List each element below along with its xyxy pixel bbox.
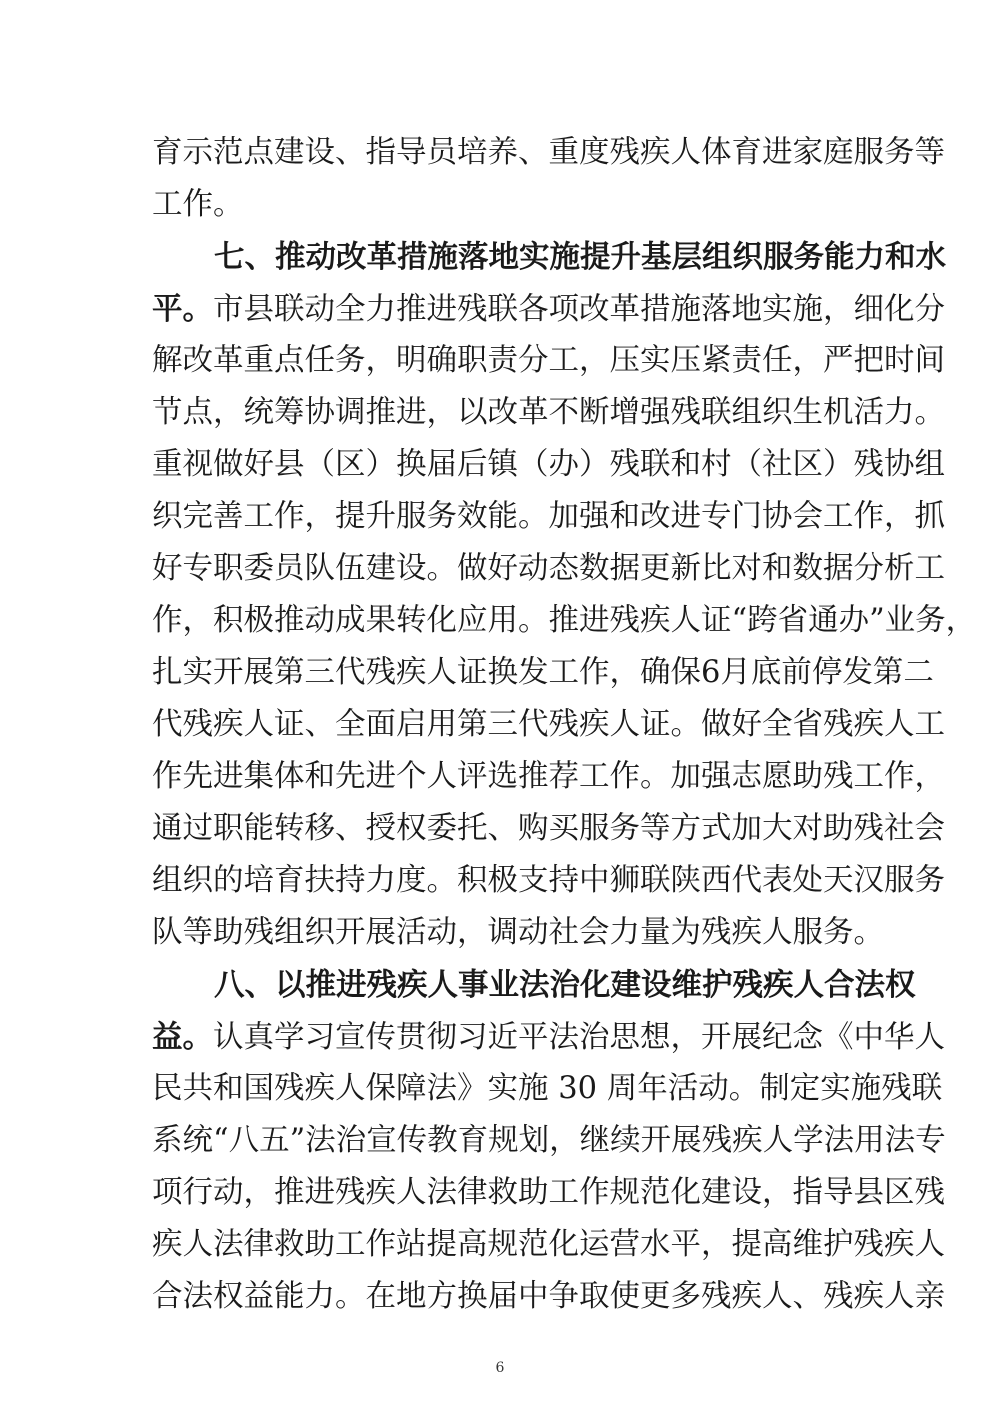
body-text-line: 解改革重点任务，明确职责分工，压实压紧责任，严把时间	[152, 343, 945, 378]
body-text-line: 代残疾人证、全面启用第三代残疾人证。做好全省残疾人工	[152, 707, 945, 742]
body-text-line: 系统“八五”法治宣传教育规划，继续开展残疾人学法用法专	[152, 1123, 946, 1158]
body-text-line: 工作。	[152, 187, 244, 222]
body-text-line: 项行动，推进残疾人法律救助工作规范化建设，指导县区残	[152, 1175, 945, 1210]
body-text-line: 作先进集体和先进个人评选推荐工作。加强志愿助残工作，	[152, 759, 945, 794]
body-text-line: 织完善工作，提升服务效能。加强和改进专门协会工作，抓	[152, 499, 945, 534]
body-text-line: 好专职委员队伍建设。做好动态数据更新比对和数据分析工	[152, 551, 945, 586]
section-heading-8: 八、以推进残疾人事业法治化建设维护残疾人合法权	[214, 967, 916, 1003]
body-text-line: 平。市县联动全力推进残联各项改革措施落地实施，细化分	[152, 291, 945, 327]
body-text-line: 队等助残组织开展活动，调动社会力量为残疾人服务。	[152, 915, 884, 950]
section-heading-8-end: 益。	[152, 1019, 213, 1055]
body-text-line: 扎实开展第三代残疾人证换发工作，确保6月底前停发第二	[152, 655, 934, 690]
body-text-line: 民共和国残疾人保障法》实施 30 周年活动。制定实施残联	[152, 1071, 943, 1106]
body-text-line: 合法权益能力。在地方换届中争取使更多残疾人、残疾人亲	[152, 1279, 945, 1314]
section-heading-7-end: 平。	[152, 291, 213, 327]
section-heading-7: 七、推动改革措施落地实施提升基层组织服务能力和水	[214, 239, 946, 275]
body-text-line: 通过职能转移、授权委托、购买服务等方式加大对助残社会	[152, 811, 945, 846]
page-number: 6	[495, 1360, 505, 1376]
body-text-line: 益。认真学习宣传贯彻习近平法治思想，开展纪念《中华人	[152, 1019, 945, 1055]
body-text-line: 节点，统筹协调推进，以改革不断增强残联组织生机活力。	[152, 395, 945, 430]
body-text-line: 作，积极推动成果转化应用。推进残疾人证“跨省通办”业务，	[152, 603, 977, 638]
body-text-line: 育示范点建设、指导员培养、重度残疾人体育进家庭服务等	[152, 135, 945, 170]
body-text-line: 组织的培育扶持力度。积极支持中狮联陕西代表处天汉服务	[152, 863, 945, 898]
body-text-line: 疾人法律救助工作站提高规范化运营水平，提高维护残疾人	[152, 1227, 945, 1262]
body-text-line: 重视做好县（区）换届后镇（办）残联和村（社区）残协组	[152, 447, 945, 482]
